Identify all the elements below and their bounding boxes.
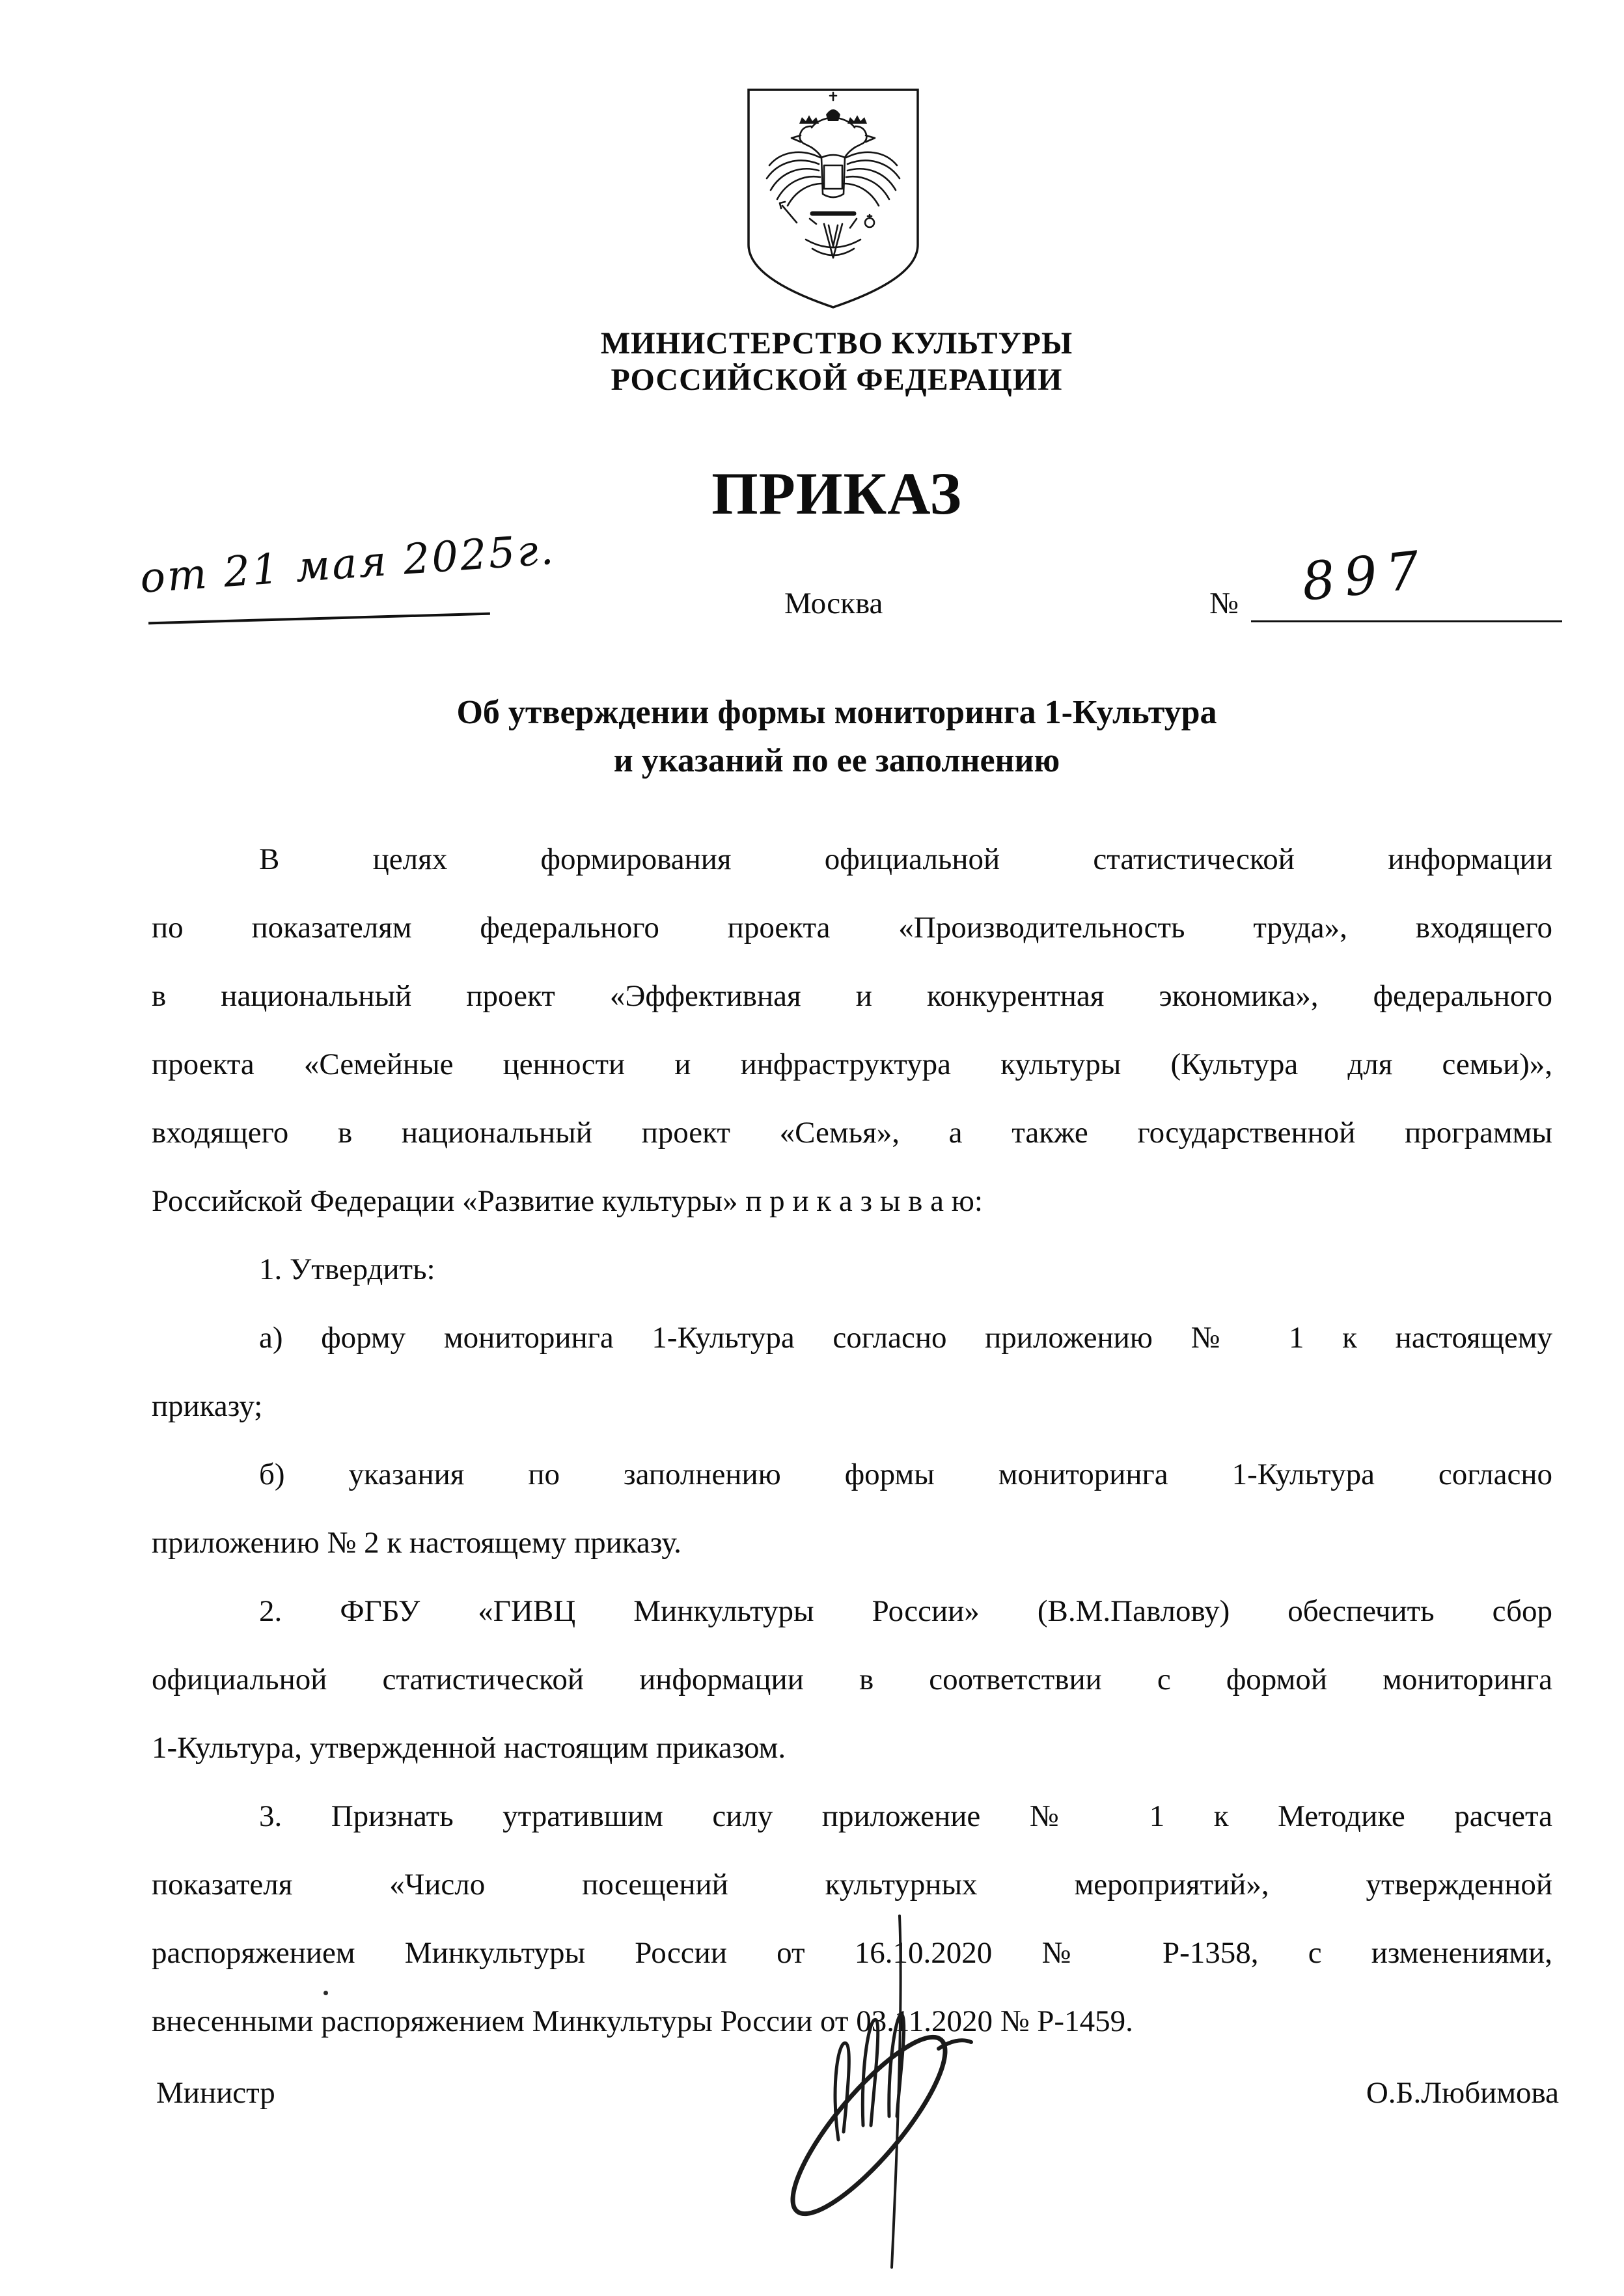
body-line: а) форму мониторинга 1-Культура согласно приложению № 1 к настоящему — [259, 1321, 1552, 1355]
ministry-line1: МИНИСТЕРСТВО КУЛЬТУРЫ — [600, 326, 1073, 361]
body-line: б) указания по заполнению формы мониторинга 1-Культура согласно — [259, 1458, 1552, 1491]
ministry-name — [0, 325, 1624, 398]
handwritten-signature-icon — [736, 1911, 1015, 2275]
order-title — [0, 689, 1624, 785]
body-line: по показателям федерального проекта «Производительность труда», входящего — [152, 911, 1552, 945]
body-line: В целях формирования официальной статистической информации — [259, 842, 1552, 876]
body-line: Российской Федерации «Развитие культуры» п р и к а з ы в а ю: — [152, 1184, 983, 1218]
body-line: показателя «Число посещений культурных мероприятий», утвержденной — [152, 1868, 1552, 1902]
body-line: 1-Культура, утвержденной настоящим приказом. — [152, 1731, 786, 1765]
body-line: приказу; — [152, 1389, 263, 1423]
order-title-line2: и указаний по ее заполнению — [613, 742, 1060, 779]
body-line: внесенными распоряжением Минкультуры России от 03.11.2020 № Р-1459. — [152, 2004, 1133, 2038]
signer-position-label: Министр — [156, 2076, 275, 2110]
order-body — [152, 825, 1552, 2056]
handwritten-number: 897 — [1299, 539, 1432, 613]
body-line: официальной статистической информации в соответствии с формой мониторинга — [152, 1663, 1552, 1696]
signer-name-label: О.Б.Любимова — [1366, 2076, 1559, 2110]
number-underline — [1251, 620, 1562, 622]
body-line: проекта «Семейные ценности и инфраструктура культуры (Культура для семьи)», — [152, 1047, 1552, 1081]
order-title-line1: Об утверждении формы мониторинга 1-Культура — [456, 694, 1217, 731]
number-sign: № — [1209, 587, 1239, 620]
body-line: распоряжением Минкультуры России от 16.10.2020 № Р-1358, с изменениями, — [152, 1936, 1552, 1970]
city-label: Москва — [784, 587, 883, 620]
document-type-heading: ПРИКАЗ — [711, 460, 962, 527]
body-line: входящего в национальный проект «Семья», а также государственной программы — [152, 1116, 1552, 1150]
date-underline — [148, 613, 490, 625]
body-line: 1. Утвердить: — [259, 1252, 435, 1286]
body-line: в национальный проект «Эффективная и конкурентная экономика», федерального — [152, 979, 1552, 1013]
handwritten-date: от 21 мая 2025г. — [138, 525, 557, 603]
scan-artifact-dot — [323, 1991, 328, 1995]
body-line: приложению № 2 к настоящему приказу. — [152, 1526, 681, 1560]
body-line: 2. ФГБУ «ГИВЦ Минкультуры России» (В.М.Павлову) обеспечить сбор — [259, 1594, 1552, 1628]
body-line: 3. Признать утратившим силу приложение № 1 к Методике расчета — [259, 1799, 1552, 1833]
ministry-line2: РОССИЙСКОЙ ФЕДЕРАЦИИ — [611, 363, 1063, 397]
russia-coat-of-arms-icon — [742, 85, 924, 312]
